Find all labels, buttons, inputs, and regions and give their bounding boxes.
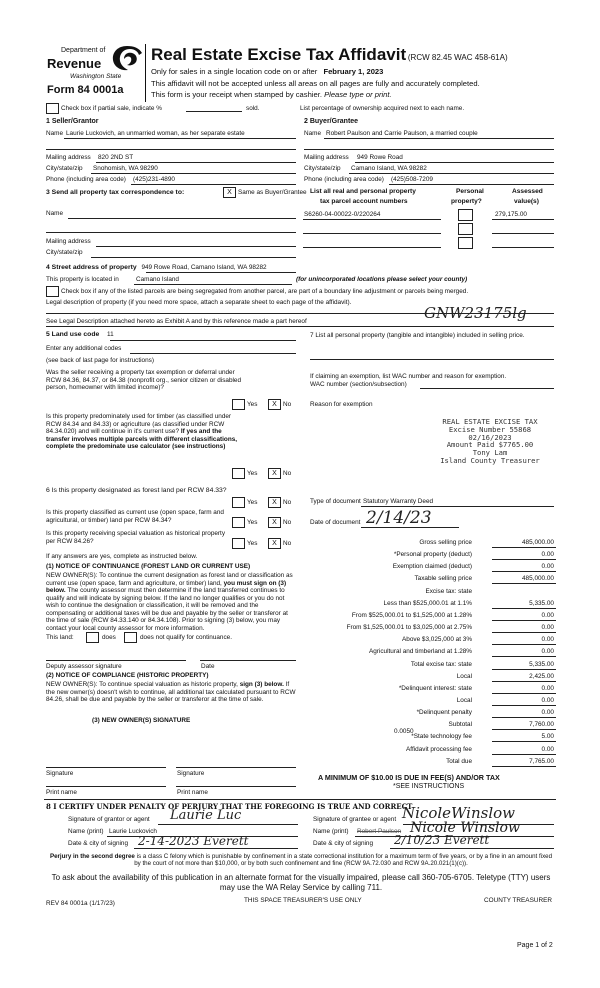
grantee-date-line <box>390 848 554 849</box>
tax-row-label: Local <box>456 672 472 680</box>
dept-line: Department of <box>61 47 106 54</box>
tax-row-label: Exemption claimed (deduct) <box>392 563 472 571</box>
tax-row-label: Agricultural and timberland at 1.28% <box>368 648 472 656</box>
tax-row-label: Less than $525,000.01 at 1.1% <box>383 599 472 607</box>
form-number: Form 84 0001a <box>47 84 124 96</box>
notice2-text-a: NEW OWNER(S): To continue special valuation as historic property, <box>46 681 238 688</box>
tax-row-label: *Personal property (deduct) <box>393 551 472 559</box>
parcel-line-2[interactable] <box>303 233 441 234</box>
owner-print-line-2[interactable] <box>176 786 296 787</box>
parcel-col1-header-a: List all real and personal property <box>310 188 416 195</box>
header-line-2: This affidavit will not be accepted unless all areas on all pages are fully and accurately completed. <box>151 79 480 88</box>
q4-yes-checkbox[interactable] <box>232 517 245 528</box>
stamp-line-3: 02/16/2023 <box>468 432 512 442</box>
treasurer-use-only: THIS SPACE TREASURER'S USE ONLY <box>244 897 362 904</box>
doc-type[interactable]: Statutory Warranty Deed <box>363 498 434 505</box>
owner-print-line-1[interactable] <box>46 786 166 787</box>
doc-date-handwritten: 2/14/23 <box>366 508 432 528</box>
tax-row-line <box>492 693 556 694</box>
grantor-date-handwritten: 2-14-2023 Everett <box>138 834 249 848</box>
same-as-buyer-label: Same as Buyer/Grantee <box>238 189 307 196</box>
tax-row-line <box>492 644 556 645</box>
q5-no-label: No <box>283 540 292 547</box>
notice1-text-a: NEW OWNER(S): To continue the current designation as forest land or classification as current use (open space, farm and agriculture, or timber) land, <box>46 572 293 587</box>
grantor-signature-handwritten: Laurie Luc <box>170 808 242 823</box>
tax-row-value[interactable]: 0.00 <box>541 551 554 559</box>
tax-row-line <box>492 717 556 718</box>
parcel-col2-header-a: Personal <box>456 188 484 195</box>
owner-sig-line-2[interactable] <box>176 767 296 768</box>
q1-yes-checkbox[interactable] <box>232 399 245 410</box>
grantee-signature-handwritten: NicoleWinslow <box>402 804 516 822</box>
agency-name: Revenue <box>47 56 102 71</box>
tax-row-value[interactable]: 0.00 <box>541 624 554 632</box>
seller-mailing-line <box>96 162 296 163</box>
seller-csz[interactable]: Snohomish, WA 98290 <box>93 165 158 172</box>
does-not-label: does not qualify for continuance. <box>140 634 233 641</box>
tax-row-label: Total due <box>446 757 472 765</box>
notice2-text-b: sign (3) below. <box>239 681 284 688</box>
grantor-sig-label: Signature of grantor or agent <box>68 816 150 823</box>
doc-date-label: Date of document <box>310 519 361 526</box>
seller-heading: 1 Seller/Grantor <box>46 118 99 125</box>
wac-line[interactable] <box>420 388 554 389</box>
header-line-1 <box>151 68 383 77</box>
owner-print-label-1: Print name <box>46 789 77 796</box>
owner-print-label-2: Print name <box>177 789 208 796</box>
buyer-phone-label: Phone (including area code) <box>304 176 384 183</box>
historic-question: Is this property receiving special valuation as historical property per RCW 84.26? <box>46 530 226 545</box>
buyer-mailing-line <box>355 162 554 163</box>
county-treasurer-label: COUNTY TREASURER <box>484 897 552 904</box>
perjury-notice-b: is a class C felony which is punishable by confinement in a state correctional institution for a maximum term of five years, or by a fine in an amount fixed by the court of not more than $10,000, or by both such confinement and fine (RCW 9A.72.030 and RCW 9A.20.021(1)(c)). <box>134 853 553 868</box>
tax-row-value[interactable]: 0.00 <box>541 611 554 619</box>
stamp-line-1: REAL ESTATE EXCISE TAX <box>442 417 538 426</box>
grantor-date-line <box>134 848 298 849</box>
q2-yes-label: Yes <box>247 470 258 477</box>
land-use-code[interactable]: 11 <box>107 331 114 338</box>
grantee-name-struck: Robert Paulson <box>357 828 402 835</box>
legal-text-line <box>46 326 554 327</box>
timber-question-b: If yes and the transfer involves multiple parcels with different classifications, complete the predominate use calculator (see instructions) <box>46 428 238 451</box>
buyer-name[interactable]: Robert Paulson and Carrie Paulson, a married couple <box>326 130 478 137</box>
header-line-3 <box>151 91 392 100</box>
partial-sale-percent-field[interactable] <box>186 111 242 112</box>
tax-row-value[interactable]: 485,000.00 <box>522 539 554 546</box>
form-title <box>151 45 508 65</box>
tax-row-value[interactable]: 0.00 <box>541 636 554 644</box>
wac-instruction <box>310 373 554 388</box>
stamp-line-6: Island County Treasurer <box>440 455 540 465</box>
tax-row-value[interactable]: 5,335.00 <box>529 599 554 607</box>
q5-yes-checkbox[interactable] <box>232 538 245 549</box>
tax-row-line <box>492 766 556 767</box>
notice2-title: (2) NOTICE OF COMPLIANCE (HISTORIC PROPERTY) <box>46 672 209 679</box>
corr-csz-line[interactable] <box>91 257 296 258</box>
parcel-line-3[interactable] <box>303 247 441 248</box>
street-label: 4 Street address of property <box>46 264 137 271</box>
section8-rule <box>44 799 556 800</box>
perjury-notice-a: Perjury in the second degree <box>49 853 135 860</box>
tax-row-label: *State technology fee <box>411 733 472 741</box>
does-label: does <box>102 634 116 641</box>
seller-phone-label: Phone (including area code) <box>46 176 126 183</box>
street-line <box>146 272 296 273</box>
buyer-heading: 2 Buyer/Grantee <box>304 118 359 125</box>
q4-no-label: No <box>283 519 292 526</box>
grantee-date-handwritten: 2/10/23 Everett <box>394 833 490 847</box>
tax-row-label: Excise tax: state <box>425 587 472 595</box>
located-label: This property is located in <box>46 276 119 283</box>
located-note: (for unincorporated locations please select your county) <box>296 276 468 283</box>
tax-row-line <box>492 656 556 657</box>
timber-question-a: Is this property predominately used for timber (as classified under RCW 84.34 and 84.33) or agriculture (as classified under RCW 84.34.020) and will continue in it's current use? <box>46 413 232 436</box>
notice2-text <box>46 681 298 704</box>
segregated-label: Check box if any of the listed parcels are being segregated from another parcel, are part of a boundary line adjustment or parcels being merged. <box>61 288 469 295</box>
revenue-logo-icon <box>110 43 144 73</box>
q5-no-checkbox[interactable]: X <box>268 538 281 549</box>
notice1-text-b: you must sign on (3) below. <box>46 579 287 595</box>
buyer-csz[interactable]: Camano Island, WA 98282 <box>351 165 427 172</box>
tax-row-line <box>492 741 556 742</box>
q3-yes-checkbox[interactable] <box>232 497 245 508</box>
does-not-checkbox[interactable] <box>124 632 137 643</box>
tax-row-line <box>492 547 556 548</box>
form-revision: REV 84 0001a (1/17/23) <box>46 900 115 907</box>
tax-row-label: Affidavit processing fee <box>406 745 472 753</box>
tax-row-value[interactable]: 0.00 <box>541 648 554 656</box>
exemption-question: Was the seller receiving a property tax exemption or deferral under RCW 84.36, 84.37, or 84.38 (nonprofit org., senior citizen or disabled person, homeowner with limited income)? <box>46 369 242 392</box>
tax-row-line <box>492 620 556 621</box>
tax-row-label: Gross selling price <box>419 539 472 546</box>
notice2-text-c: If the new owner(s) doesn't wish to continue, all additional tax calculated pursuant to RCW 84.26, shall be due and payable by the seller or transferor at the time of sale. <box>46 681 296 704</box>
seller-name-label: Name <box>46 130 64 137</box>
tax-row-line <box>492 729 556 730</box>
grantee-date-label: Date & city of signing <box>313 840 374 847</box>
tax-row-value[interactable]: 2,425.00 <box>529 672 554 680</box>
tax-row-value[interactable]: 7,760.00 <box>529 721 554 729</box>
grantor-name-label: Name (print) <box>68 828 104 835</box>
additional-codes-line[interactable] <box>130 353 296 354</box>
buyer-phone[interactable]: (425)508-7209 <box>391 176 433 183</box>
seller-name-line <box>64 138 296 139</box>
buyer-csz-label: City/state/zip <box>304 165 341 172</box>
tax-row-label: *Delinquent interest: state <box>398 684 472 692</box>
q3-no-checkbox[interactable]: X <box>268 497 281 508</box>
tax-row-line <box>492 669 556 670</box>
timber-question <box>46 413 242 451</box>
buyer-blank-line <box>304 149 554 150</box>
doc-type-label: Type of document <box>310 498 361 505</box>
tax-row-line <box>492 571 556 572</box>
handwritten-code: GNW23175lg <box>424 304 527 322</box>
q1-no-checkbox[interactable]: X <box>268 399 281 410</box>
parcel-col3-header-b: value(s) <box>514 198 539 205</box>
tax-row-label: Total excise tax: state <box>410 660 472 668</box>
tax-row-value[interactable]: 0.00 <box>541 709 554 717</box>
does-checkbox[interactable] <box>86 632 99 643</box>
tax-row-line <box>492 754 556 755</box>
same-as-buyer-checkbox[interactable]: X <box>223 187 236 198</box>
notice1-text <box>46 572 298 632</box>
street-address-row <box>46 264 267 272</box>
notice3-title: (3) NEW OWNER(S) SIGNATURE <box>92 717 191 724</box>
title-citation: (RCW 82.45 WAC 458-61A) <box>407 53 508 62</box>
land-use-row <box>46 331 114 339</box>
personal-property-checkbox-3[interactable] <box>458 237 473 249</box>
tax-row-value[interactable]: 5.00 <box>541 733 554 741</box>
tax-row-value[interactable]: 485,000.00 <box>522 575 554 583</box>
state-label: Washington State <box>70 73 122 80</box>
perjury-notice <box>46 853 556 868</box>
tax-row-line <box>492 559 556 560</box>
tax-row-value[interactable]: 7,765.00 <box>529 757 554 765</box>
seller-name[interactable]: Laurie Luckovich, an unmarried woman, as her separate estate <box>66 130 245 137</box>
deputy-sig-line[interactable] <box>46 660 186 661</box>
q4-no-checkbox[interactable]: X <box>268 517 281 528</box>
buyer-csz-line <box>349 173 554 174</box>
tax-row-label: Local <box>456 696 472 704</box>
partial-sale-checkbox[interactable] <box>46 103 59 114</box>
parcel-number[interactable]: S6260-04-00022-0/220264 <box>304 211 381 218</box>
corr-mailing-line[interactable] <box>96 246 296 247</box>
personal-property-line[interactable] <box>310 359 554 360</box>
corr-name-label: Name <box>46 210 64 217</box>
q1-no-label: No <box>283 401 292 408</box>
corr-name-line[interactable] <box>68 218 296 219</box>
seller-mailing-label: Mailing address <box>46 154 91 161</box>
seller-mailing[interactable]: 820 2ND ST <box>98 154 134 161</box>
tax-row-value[interactable]: 0.00 <box>541 696 554 704</box>
q2-yes-checkbox[interactable] <box>232 468 245 479</box>
legal-desc-text[interactable]: See Legal Description attached hereto as Exhibit A and by this reference made a part hereof <box>46 318 307 325</box>
q2-no-checkbox[interactable]: X <box>268 468 281 479</box>
tax-row-line <box>492 681 556 682</box>
street-address[interactable]: 949 Rowe Road, Camano Island, WA 98282 <box>141 264 267 271</box>
tax-row-line <box>492 705 556 706</box>
tax-row-line <box>492 632 556 633</box>
grantor-sig-line[interactable] <box>158 824 298 825</box>
q3-yes-label: Yes <box>247 499 258 506</box>
tax-row-label: Taxable selling price <box>414 575 472 583</box>
see-instructions: *SEE INSTRUCTIONS <box>393 783 465 790</box>
buyer-mailing-label: Mailing address <box>304 154 349 161</box>
buyer-name-label: Name <box>304 130 322 137</box>
notice1-title: (1) NOTICE OF CONTINUANCE (FOREST LAND OR CURRENT USE) <box>46 563 251 570</box>
stamp-line-5: Tony Lam <box>472 448 508 458</box>
parcel-col2-header-b: property? <box>451 198 482 205</box>
located-value[interactable]: Camano Island <box>136 276 179 283</box>
effective-date: February 1, 2023 <box>323 67 384 76</box>
current-use-question: Is this property classified as current use (open space, farm and agricultural, or timber) land per RCW 84.34? <box>46 509 224 524</box>
partial-sale-label: Check box if partial sale, indicate % <box>61 105 162 112</box>
grantor-date-label: Date & city of signing <box>68 840 129 847</box>
q4-yes-label: Yes <box>247 519 258 526</box>
ownership-note: List percentage of ownership acquired next to each name. <box>300 105 465 112</box>
q5-yes-label: Yes <box>247 540 258 547</box>
seller-csz-line <box>91 173 296 174</box>
legal-desc-label: Legal description of property (if you need more space, attach a separate sheet to each page of the affidavit). <box>46 299 352 306</box>
forest-land-question: 6 Is this property designated as forest land per RCW 84.33? <box>46 487 227 494</box>
grantee-sig-label: Signature of grantee or agent <box>313 816 397 823</box>
segregated-checkbox[interactable] <box>46 286 59 297</box>
grantor-name[interactable]: Laurie Luckovich <box>109 828 157 835</box>
tax-row-label: Subtotal <box>448 721 472 729</box>
tax-row-value[interactable]: 0.00 <box>541 745 554 753</box>
corr-mailing-label: Mailing address <box>46 238 91 245</box>
certify-statement: 8 I CERTIFY UNDER PENALTY OF PERJURY THAT THE FOREGOING IS TRUE AND CORRECT <box>46 802 413 811</box>
page-number: Page 1 of 2 <box>517 942 553 949</box>
assessed-value[interactable]: 279,175.00 <box>495 211 527 218</box>
title-text: Real Estate Excise Tax Affidavit <box>151 45 407 64</box>
alt-format-notice: To ask about the availability of this publication in an alternate format for the visually impaired, please call 360-705-6705. Teletype (TTY) users may use the WA Relay Service by calling 711. <box>51 873 551 892</box>
land-use-label: 5 Land use code <box>46 331 100 338</box>
q1-yes-label: Yes <box>247 401 258 408</box>
grantee-name-label: Name (print) <box>313 828 349 835</box>
section3-label: 3 Send all property tax correspondence to: <box>46 189 185 196</box>
seller-phone[interactable]: (425)231-4890 <box>133 176 175 183</box>
corr-csz-label: City/state/zip <box>46 249 83 256</box>
header-divider <box>145 44 146 102</box>
doc-type-line <box>361 506 554 507</box>
reason-label: Reason for exemption <box>310 401 373 408</box>
tax-row-value[interactable]: 5,335.00 <box>529 660 554 668</box>
doc-date-line <box>361 527 459 528</box>
tax-row-value[interactable]: 0.00 <box>541 684 554 692</box>
any-yes-note: If any answers are yes, complete as instructed below. <box>46 553 198 560</box>
located-line <box>134 284 292 285</box>
grantee-name-handwritten: Nicole Winslow <box>410 820 520 836</box>
header-line-1-text: Only for sales in a single location code on or after <box>151 67 318 76</box>
personal-property-checkbox-1[interactable] <box>458 209 473 221</box>
buyer-mailing[interactable]: 949 Rowe Road <box>357 154 403 161</box>
header-line-3a: This form is your receipt when stamped by cashier. <box>151 90 322 99</box>
tax-row-label: From $525,000.01 to $1,525,000 at 1.28% <box>351 611 472 619</box>
seller-csz-label: City/state/zip <box>46 165 83 172</box>
minimum-fee-note: A MINIMUM OF $10.00 IS DUE IN FEE(S) AND/OR TAX <box>318 773 500 782</box>
local-rate: 0.0050 <box>394 728 414 735</box>
tax-row-label: Above $3,025,000 at 3% <box>402 636 472 644</box>
assessed-line-1 <box>492 219 554 220</box>
buyer-phone-line <box>389 184 554 185</box>
tax-row-label: From $1,525,000.01 to $3,025,000 at 2.75% <box>346 624 472 632</box>
corr-blank-line <box>46 232 296 233</box>
section7-label: 7 List all personal property (tangible and intangible) included in selling price. <box>310 332 525 339</box>
partial-sale-sold: sold. <box>246 105 260 112</box>
additional-codes-label: Enter any additional codes <box>46 345 122 352</box>
seller-blank-line <box>46 149 296 150</box>
notice1-text-c: The county assessor must then determine if the land transferred continues to qualify and will indicate by signing below. If the land no longer qualifies or you do not wish to continue the designation or classification, it will be removed and the compensating or additional taxes will be due and payable by the seller or transferor at the time of sale (RCW 84.33.140 or 84.34.108). Prior to signing (3) below, you may contact your local county assessor for more information. <box>46 587 288 632</box>
tax-row-line <box>492 608 556 609</box>
q2-no-label: No <box>283 470 292 477</box>
owner-sig-label-1: Signature <box>46 770 74 777</box>
see-back-note: (see back of last page for instructions) <box>46 357 154 364</box>
owner-sig-label-2: Signature <box>177 770 205 777</box>
tax-row-value[interactable]: 0.00 <box>541 563 554 571</box>
deputy-date-line[interactable] <box>200 660 296 661</box>
land-use-line <box>110 340 296 341</box>
assessed-line-3[interactable] <box>492 247 554 248</box>
q3-no-label: No <box>283 499 292 506</box>
deputy-sig-label: Deputy assessor signature <box>46 663 122 670</box>
header-line-3b: Please type or print. <box>324 90 392 99</box>
parcel-col3-header-a: Assessed <box>512 188 543 195</box>
parcel-col1-header-b: tax parcel account numbers <box>320 198 408 205</box>
wac-instruction-a: If claiming an exemption, list WAC number and reason for exemption. <box>310 373 507 380</box>
wac-instruction-b: WAC number (section/subsection) <box>310 380 407 388</box>
treasurer-stamp <box>420 418 560 465</box>
stamp-line-4: Amount Paid $7765.00 <box>446 440 534 450</box>
deputy-date-label: Date <box>201 663 215 670</box>
this-land-label: This land: <box>46 634 74 641</box>
tax-row-line <box>492 583 556 584</box>
personal-property-checkbox-2[interactable] <box>458 223 473 235</box>
buyer-name-line <box>324 138 554 139</box>
stamp-line-2: Excise Number 55868 <box>448 424 532 434</box>
parcel-line-1 <box>303 219 441 220</box>
seller-phone-line <box>131 184 296 185</box>
owner-sig-line-1[interactable] <box>46 767 166 768</box>
tax-row-label: *Delinquent penalty <box>416 709 472 717</box>
assessed-line-2[interactable] <box>492 233 554 234</box>
